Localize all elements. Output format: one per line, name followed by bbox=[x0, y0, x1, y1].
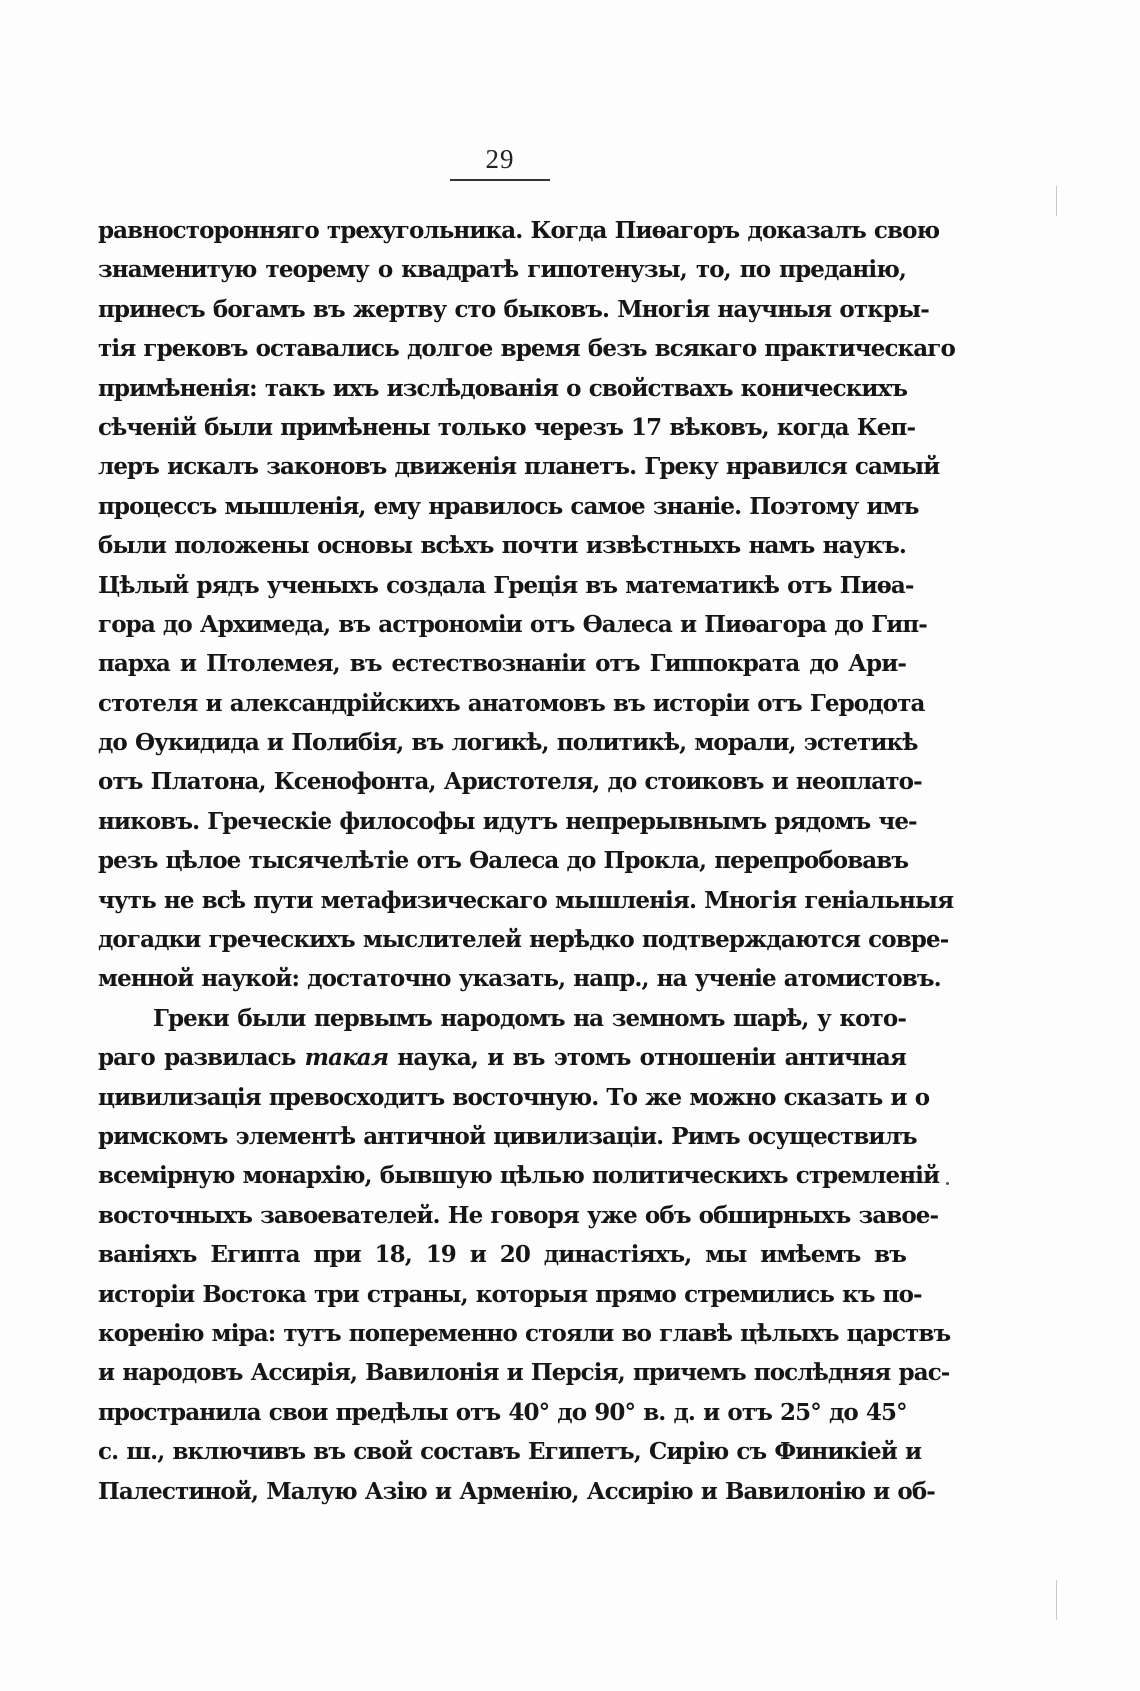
text-line: были положены основы всѣхъ почти извѣстныхъ намъ наукъ. bbox=[98, 532, 906, 560]
text-line: пространила свои предѣлы отъ 40° до 90° в. д. и отъ 25° до 45° bbox=[98, 1398, 907, 1426]
paragraph-1 bbox=[98, 211, 955, 999]
print-speck bbox=[946, 1182, 949, 1185]
text-line: Цѣлый рядъ ученыхъ создала Греція въ математикѣ отъ Пиѳа- bbox=[98, 571, 914, 599]
text-line: Палестиной, Малую Азію и Арменію, Ассирію и Вавилонію и об- bbox=[98, 1477, 935, 1505]
text-line: римскомъ элементѣ античной цивилизаціи. Римъ осуществилъ bbox=[98, 1122, 917, 1150]
text-line: с. ш., включивъ въ свой составъ Египетъ, Сирію съ Финикіей и bbox=[98, 1438, 922, 1466]
text-line: парха и Птолемея, въ естествознаніи отъ Гиппократа до Ари- bbox=[98, 650, 906, 678]
text-line: восточныхъ завоевателей. Не говоря уже объ обширныхъ завое- bbox=[98, 1201, 939, 1229]
text-line: сѣченій были примѣнены только черезъ 17 вѣковъ, когда Кеп- bbox=[98, 413, 916, 441]
text-line: процессъ мышленія, ему нравилось самое знаніе. Поэтому имъ bbox=[98, 492, 919, 520]
text-line: цивилизація превосходитъ восточную. То же можно сказать и о bbox=[98, 1083, 930, 1111]
text-line: догадки греческихъ мыслителей нерѣдко подтверждаются совре- bbox=[98, 926, 949, 954]
text-line: и народовъ Ассирія, Вавилонія и Персія, причемъ послѣдняя рас- bbox=[98, 1359, 950, 1387]
italic-word: такая bbox=[304, 1044, 389, 1072]
text-line: леръ искалъ законовъ движенія планетъ. Греку нравился самый bbox=[98, 453, 940, 481]
text-line: тія грековъ оставались долгое время безъ всякаго практическаго bbox=[98, 335, 955, 363]
text-line: равносторонняго трехугольника. Когда Пиѳагоръ доказалъ свою bbox=[98, 217, 940, 244]
text-line: до Ѳукидида и Полибія, въ логикѣ, политикѣ, морали, эстетикѣ bbox=[98, 729, 918, 757]
text-line: Греки были первымъ народомъ на земномъ шарѣ, у кото- bbox=[153, 1004, 906, 1032]
text-line: никовъ. Греческіе философы идутъ непрерывнымъ рядомъ че- bbox=[98, 807, 917, 835]
page-number-underline bbox=[450, 179, 550, 181]
page-number-block bbox=[450, 144, 550, 174]
scan-edge-mark bbox=[1056, 1580, 1057, 1620]
paragraph-2 bbox=[98, 999, 951, 1511]
text-line: ваніяхъ Египта при 18, 19 и 20 династіяхъ, мы имѣемъ въ bbox=[98, 1241, 906, 1269]
text-line: принесъ богамъ въ жертву сто быковъ. Многія научныя откры- bbox=[98, 295, 929, 323]
text-line: стотеля и александрійскихъ анатомовъ въ исторіи отъ Геродота bbox=[98, 689, 925, 717]
page-number: 29 bbox=[485, 144, 515, 174]
text-fragment: наука, и въ этомъ отношеніи античная bbox=[388, 1044, 906, 1072]
text-line: чуть не всѣ пути метафизическаго мышленія. Многія геніальныя bbox=[98, 886, 954, 914]
text-line: отъ Платона, Ксенофонта, Аристотеля, до стоиковъ и неоплато- bbox=[98, 768, 922, 796]
text-line: всемірную монархію, бывшую цѣлью политическихъ стремленій bbox=[98, 1162, 940, 1190]
text-body bbox=[98, 211, 955, 1511]
text-line: коренію міра: тутъ попеременно стояли во главѣ цѣлыхъ царствъ bbox=[98, 1319, 951, 1347]
text-line-with-italic bbox=[98, 1038, 906, 1077]
scan-edge-mark bbox=[1056, 186, 1057, 216]
text-line: менной наукой: достаточно указать, напр., на ученіе атомистовъ. bbox=[98, 965, 941, 993]
text-line: гора до Архимеда, въ астрономіи отъ Ѳалеса и Пиѳагора до Гип- bbox=[98, 610, 927, 638]
text-line: резъ цѣлое тысячелѣтіе отъ Ѳалеса до Прокла, перепробовавъ bbox=[98, 847, 909, 875]
text-fragment: раго развилась bbox=[98, 1044, 305, 1072]
text-line: примѣненія: такъ ихъ изслѣдованія о свойствахъ коническихъ bbox=[98, 374, 908, 402]
text-line: знаменитую теорему о квадратѣ гипотенузы, то, по преданію, bbox=[98, 256, 906, 284]
text-line: исторіи Востока три страны, которыя прямо стремились къ по- bbox=[98, 1280, 922, 1308]
